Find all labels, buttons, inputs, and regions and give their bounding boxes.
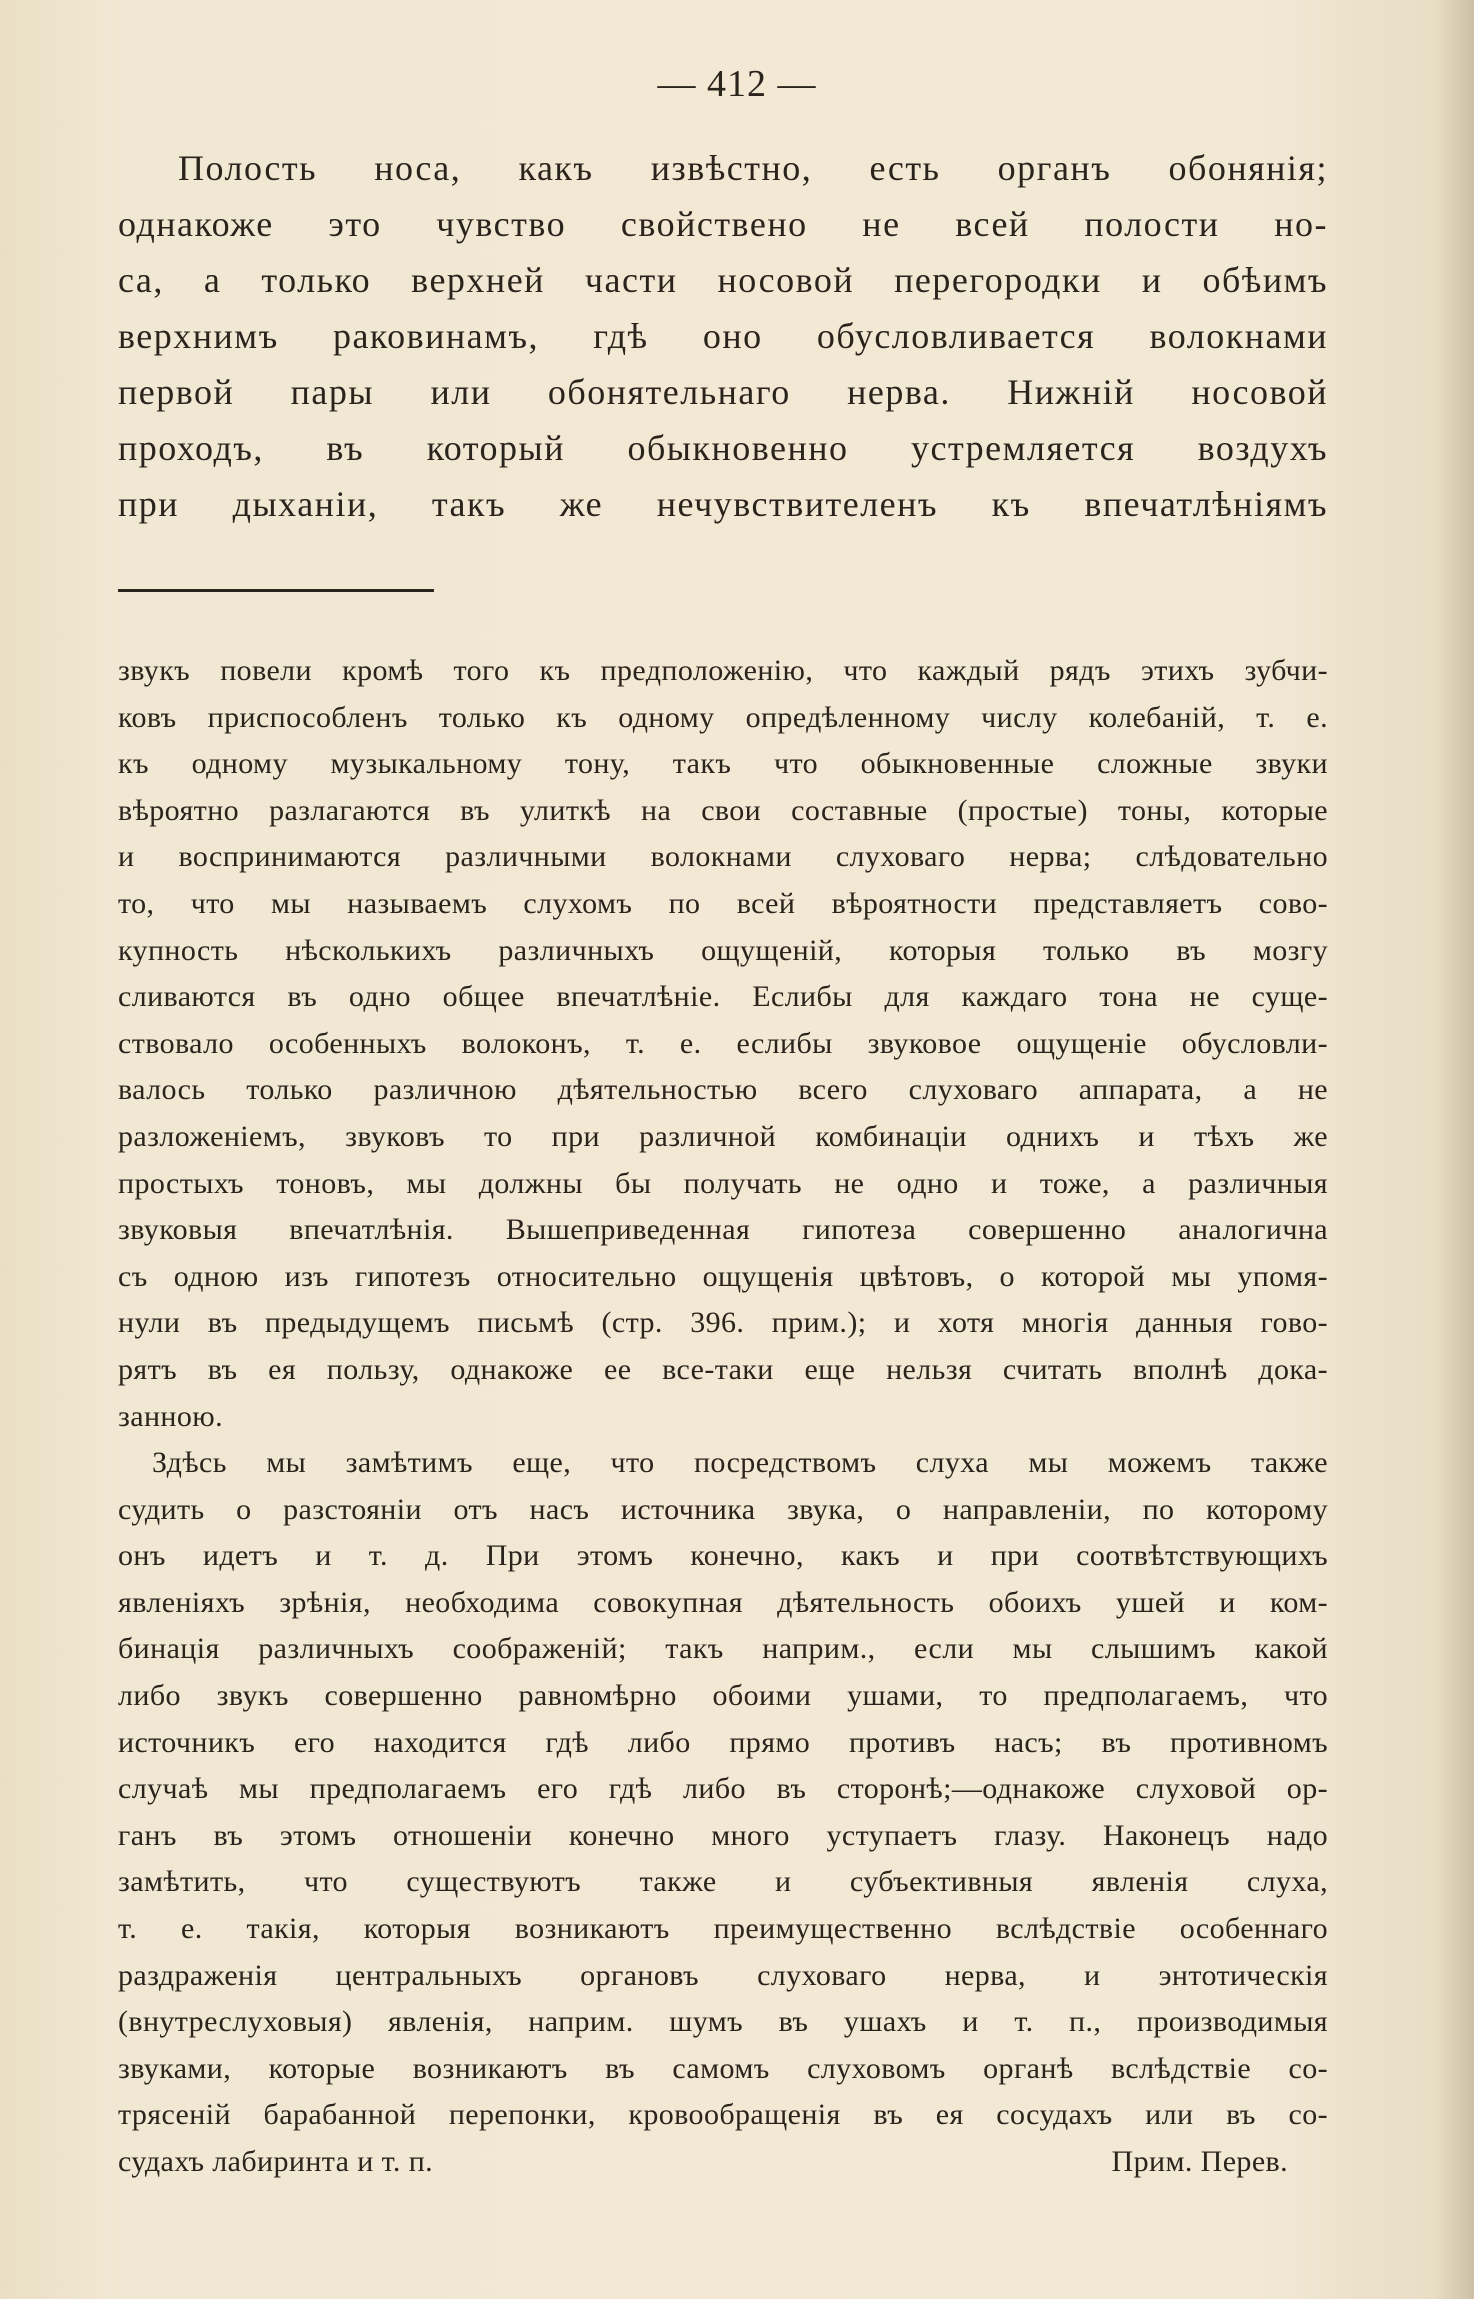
page-number: — 412 — [657, 63, 817, 105]
footnote-line: судахъ лабиринта и т. п. [118, 2145, 434, 2178]
main-text-line: однакоже это чувство свойствено не всей полости но- [118, 204, 1328, 244]
footnote-line: съ одною изъ гипотезъ относительно ощущенія цвѣтовъ, о которой мы упомя- [118, 1259, 1328, 1293]
footnote-line: сливаются въ одно общее впечатлѣніе. Еслибы для каждаго тона не суще- [118, 980, 1328, 1014]
footnote-line: то, что мы называемъ слухомъ по всей вѣроятности представляетъ сово- [118, 886, 1328, 920]
footnote-line: нули въ предыдущемъ письмѣ (стр. 396. прим.); и хотя многія данныя гово- [118, 1306, 1328, 1340]
footnote-paragraph-2 [118, 1440, 1328, 2186]
footnote-line: либо звукъ совершенно равномѣрно обоими ушами, то предполагаемъ, что [118, 1679, 1328, 1713]
footnote-line: вѣроятно разлагаются въ улиткѣ на свои составные (простые) тоны, которые [118, 793, 1328, 827]
main-text-line: са, а только верхней части носовой перегородки и обѣимъ [118, 260, 1328, 300]
main-text-line: верхнимъ раковинамъ, гдѣ оно обусловливается волокнами [118, 316, 1328, 356]
footnote-line: замѣтить, что существуютъ также и субъективныя явленія слуха, [118, 1865, 1328, 1899]
footnote-line: раздраженія центральныхъ органовъ слуховаго нерва, и энтотическія [118, 1958, 1328, 1992]
footnote-line: бинація различныхъ соображеній; такъ наприм., если мы слышимъ какой [118, 1632, 1328, 1666]
translator-note-signoff: Прим. Перев. [1111, 2145, 1288, 2178]
footnote-line: Здѣсь мы замѣтимъ еще, что посредствомъ слуха мы можемъ также [152, 1446, 1328, 1480]
footnote [118, 648, 1328, 2186]
main-text [118, 140, 1328, 532]
footnote-line: разложеніемъ, звуковъ то при различной комбинаціи однихъ и тѣхъ же [118, 1119, 1328, 1153]
footnote-line: ствовало особенныхъ волоконъ, т. е. еслибы звуковое ощущеніе обусловли- [118, 1026, 1328, 1060]
footnote-line: рятъ въ ея пользу, однакоже ее все-таки еще нельзя считать вполнѣ дока- [118, 1352, 1328, 1386]
footnote-line: къ одному музыкальному тону, такъ что обыкновенные сложные звуки [118, 747, 1328, 781]
footnote-line: трясеній барабанной перепонки, кровообращенія въ ея сосудахъ или въ со- [118, 2098, 1328, 2132]
main-text-line: первой пары или обонятельнаго нерва. Нижній носовой [118, 372, 1328, 412]
footnote-paragraph-1 [118, 648, 1328, 1440]
footnote-line: явленіяхъ зрѣнія, необходима совокупная дѣятельность обоихъ ушей и ком- [118, 1585, 1328, 1619]
footnote-line: ковъ приспособленъ только къ одному опредѣленному числу колебаній, т. е. [118, 700, 1328, 734]
footnote-line: (внутреслуховыя) явленія, наприм. шумъ въ ушахъ и т. п., производимыя [118, 2005, 1328, 2039]
footnote-line: и воспринимаются различными волокнами слуховаго нерва; слѣдовательно [118, 840, 1328, 874]
footnote-line: случаѣ мы предполагаемъ его гдѣ либо въ сторонѣ;—однакоже слуховой ор- [118, 1772, 1328, 1806]
footnote-line: звуками, которые возникаютъ въ самомъ слуховомъ органѣ вслѣдствіе со- [118, 2051, 1328, 2085]
footnote-line: судить о разстояніи отъ насъ источника звука, о направленіи, по которому [118, 1492, 1328, 1526]
footnote-line: купность нѣсколькихъ различныхъ ощущеній, которыя только въ мозгу [118, 933, 1328, 967]
footnote-line: онъ идетъ и т. д. При этомъ конечно, какъ и при соотвѣтствующихъ [118, 1539, 1328, 1573]
footnote-line: звукъ повели кромѣ того къ предположенію, что каждый рядъ этихъ зубчи- [118, 654, 1328, 687]
footnote-line: источникъ его находится гдѣ либо прямо противъ насъ; въ противномъ [118, 1725, 1328, 1759]
footnote-line: простыхъ тоновъ, мы должны бы получать не одно и тоже, а различныя [118, 1166, 1328, 1200]
footnote-divider [118, 589, 434, 592]
page-spine-shadow [1434, 0, 1474, 2299]
main-text-line: при дыханіи, такъ же нечувствителенъ къ впечатлѣніямъ [118, 484, 1328, 524]
footnote-line: звуковыя впечатлѣнія. Вышеприведенная гипотеза совершенно аналогична [118, 1213, 1328, 1247]
footnote-line: ганъ въ этомъ отношеніи конечно много уступаетъ глазу. Наконецъ надо [118, 1818, 1328, 1852]
footnote-line: занною. [118, 1399, 223, 1433]
main-text-line: Полость носа, какъ извѣстно, есть органъ обонянія; [178, 148, 1328, 188]
main-text-line: проходъ, въ который обыкновенно устремляется воздухъ [118, 428, 1328, 468]
footnote-line: валось только различною дѣятельностью всего слуховаго аппарата, а не [118, 1073, 1328, 1107]
footnote-line: т. е. такія, которыя возникаютъ преимущественно вслѣдствіе особеннаго [118, 1912, 1328, 1946]
footnote-final-line [118, 2139, 1328, 2186]
